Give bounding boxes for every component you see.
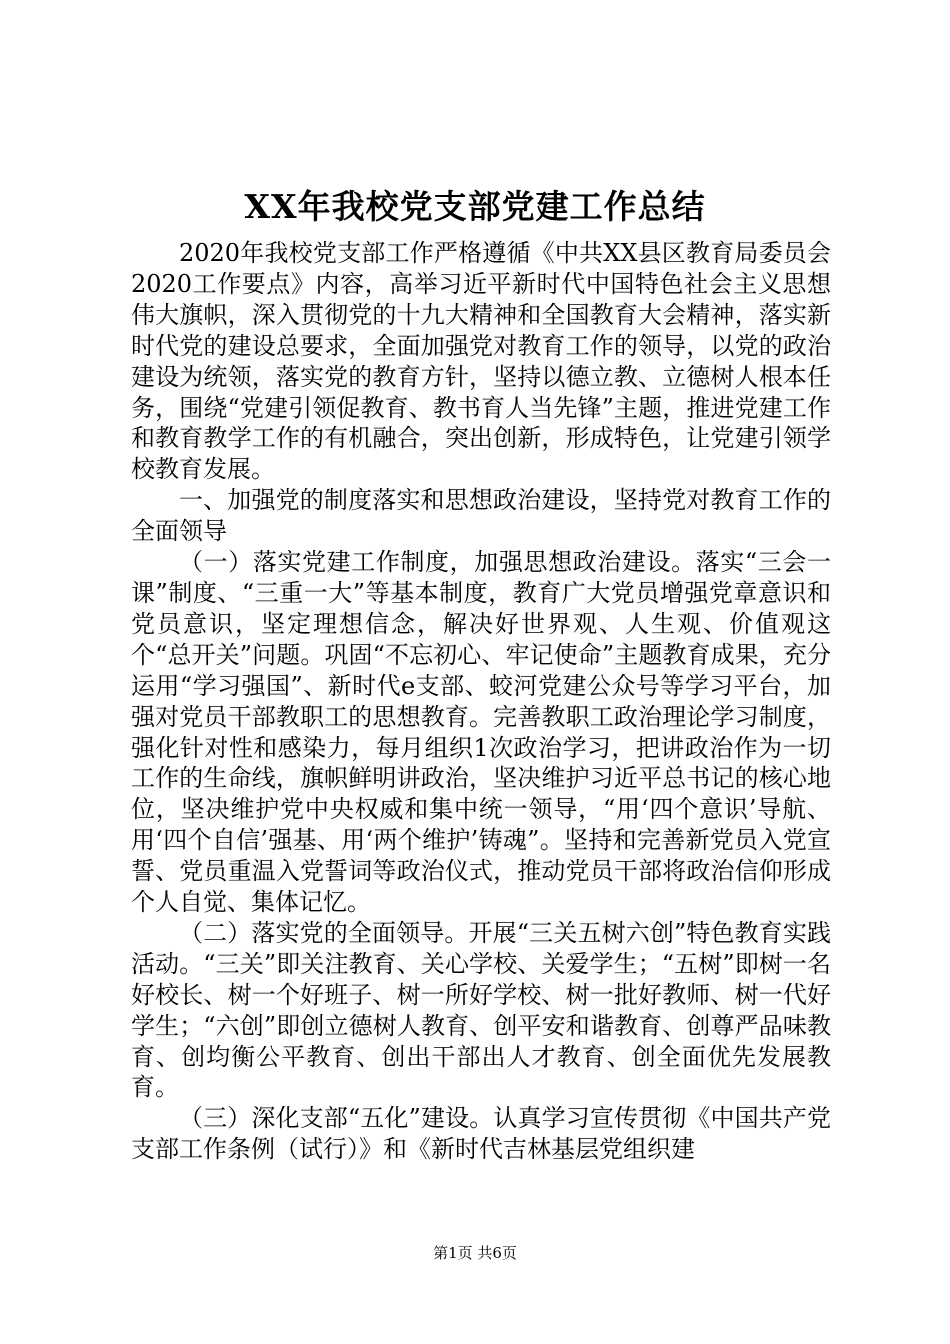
document-body [131, 238, 831, 1165]
paragraph-subsection-1: （一）落实党建工作制度，加强思想政治建设。落实“三会一课”制度、“三重一大”等基本制度，教育广大党员增强党章意识和党员意识，坚定理想信念，解决好世界观、人生观、价值观这个“总开关”问题。巩固“不忘初心、牢记使命”主题教育成果，充分运用“学习强国”、新时代e支部、蛟河党建公众号等学习平台，加强对党员干部教职工的思想教育。完善教职工政治理论学习制度，强化针对性和感染力，每月组织1次政治学习，把讲政治作为一切工作的生命线，旗帜鲜明讲政治，坚决维护习近平总书记的核心地位，坚决维护党中央权威和集中统一领导，“用‘四个意识’导航、用‘四个自信’强基、用‘两个维护’铸魂”。坚持和完善新党员入党宣誓、党员重温入党誓词等政治仪式，推动党员干部将政治信仰形成个人自觉、集体记忆。 [131, 548, 831, 917]
paragraph-subsection-3: （三）深化支部“五化”建设。认真学习宣传贯彻《中国共产党支部工作条例（试行）》和《新时代吉林基层党组织建 [131, 1104, 831, 1164]
paragraph-intro: 2020年我校党支部工作严格遵循《中共XX县区教育局委员会2020工作要点》内容，高举习近平新时代中国特色社会主义思想伟大旗帜，深入贯彻党的十九大精神和全国教育大会精神，落实新时代党的建设总要求，全面加强党对教育工作的领导，以党的政治建设为统领，落实党的教育方针，坚持以德立教、立德树人根本任务，围绕“党建引领促教育、教书育人当先锋”主题，推进党建工作和教育教学工作的有机融合，突出创新，形成特色，让党建引领学校教育发展。 [131, 239, 831, 484]
paragraph-section-heading-1: 一、加强党的制度落实和思想政治建设，坚持党对教育工作的全面领导 [131, 486, 831, 546]
page-footer: 第1页 共6页 [433, 1244, 517, 1262]
paragraph-subsection-2: （二）落实党的全面领导。开展“三关五树六创”特色教育实践活动。“三关”即关注教育、关心学校、关爱学生；“五树”即树一名好校长、树一个好班子、树一所好学校、树一批好教师、树一代好学生；“六创”即创立德树人教育、创平安和谐教育、创尊严品味教育、创均衡公平教育、创出干部出人才教育、创全面优先发展教育。 [131, 918, 831, 1102]
document-title: XX年我校党支部党建工作总结 [244, 187, 706, 226]
